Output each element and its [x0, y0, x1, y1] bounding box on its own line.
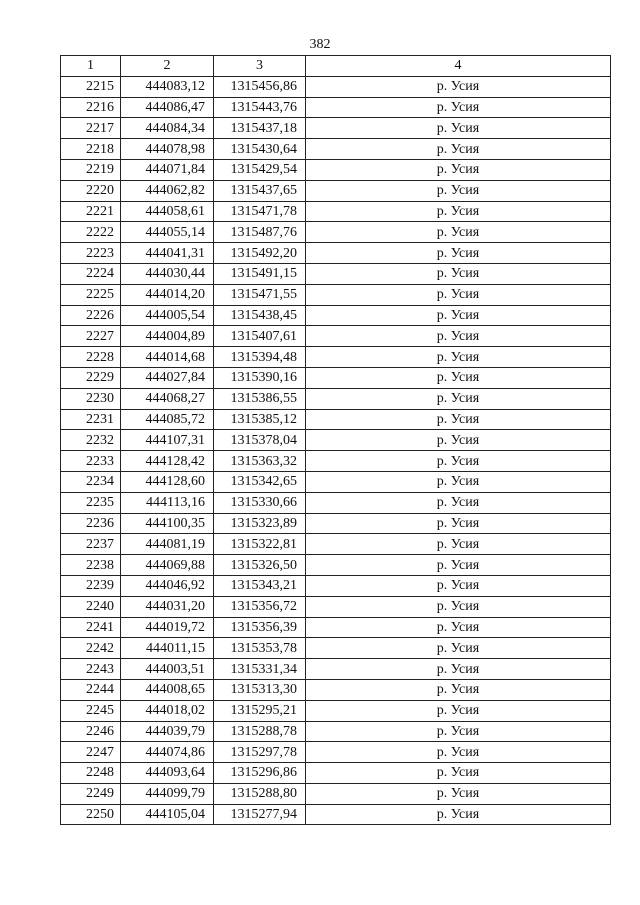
- point-number-cell: 2244: [61, 679, 121, 700]
- table-row: [61, 804, 611, 825]
- point-number-cell: 2243: [61, 659, 121, 680]
- point-number-cell: 2237: [61, 534, 121, 555]
- x-coordinate-cell: 444128,42: [121, 451, 214, 472]
- table-row: [61, 201, 611, 222]
- table-row: [61, 596, 611, 617]
- x-coordinate-cell: 444005,54: [121, 305, 214, 326]
- x-coordinate-cell: 444113,16: [121, 492, 214, 513]
- object-name-cell: р. Усия: [306, 201, 611, 222]
- point-number-cell: 2245: [61, 700, 121, 721]
- x-coordinate-cell: 444069,88: [121, 555, 214, 576]
- point-number-cell: 2229: [61, 367, 121, 388]
- point-number-cell: 2248: [61, 763, 121, 784]
- x-coordinate-cell: 444062,82: [121, 180, 214, 201]
- object-name-cell: р. Усия: [306, 513, 611, 534]
- object-name-cell: р. Усия: [306, 763, 611, 784]
- x-coordinate-cell: 444041,31: [121, 243, 214, 264]
- table-row: [61, 555, 611, 576]
- table-row: [61, 534, 611, 555]
- x-coordinate-cell: 444031,20: [121, 596, 214, 617]
- x-coordinate-cell: 444078,98: [121, 139, 214, 160]
- table-row: [61, 388, 611, 409]
- point-number-cell: 2242: [61, 638, 121, 659]
- y-coordinate-cell: 1315378,04: [214, 430, 306, 451]
- x-coordinate-cell: 444093,64: [121, 763, 214, 784]
- point-number-cell: 2216: [61, 97, 121, 118]
- column-header-4: 4: [306, 56, 611, 77]
- x-coordinate-cell: 444107,31: [121, 430, 214, 451]
- point-number-cell: 2232: [61, 430, 121, 451]
- x-coordinate-cell: 444105,04: [121, 804, 214, 825]
- object-name-cell: р. Усия: [306, 534, 611, 555]
- y-coordinate-cell: 1315356,72: [214, 596, 306, 617]
- point-number-cell: 2241: [61, 617, 121, 638]
- y-coordinate-cell: 1315288,78: [214, 721, 306, 742]
- point-number-cell: 2226: [61, 305, 121, 326]
- y-coordinate-cell: 1315330,66: [214, 492, 306, 513]
- table-row: [61, 783, 611, 804]
- point-number-cell: 2220: [61, 180, 121, 201]
- table-row: [61, 617, 611, 638]
- point-number-cell: 2234: [61, 471, 121, 492]
- x-coordinate-cell: 444068,27: [121, 388, 214, 409]
- y-coordinate-cell: 1315296,86: [214, 763, 306, 784]
- object-name-cell: р. Усия: [306, 409, 611, 430]
- point-number-cell: 2246: [61, 721, 121, 742]
- point-number-cell: 2250: [61, 804, 121, 825]
- y-coordinate-cell: 1315356,39: [214, 617, 306, 638]
- table-row: [61, 679, 611, 700]
- table-row: [61, 721, 611, 742]
- y-coordinate-cell: 1315295,21: [214, 700, 306, 721]
- point-number-cell: 2235: [61, 492, 121, 513]
- table-row: [61, 409, 611, 430]
- table-row: [61, 742, 611, 763]
- object-name-cell: р. Усия: [306, 326, 611, 347]
- object-name-cell: р. Усия: [306, 284, 611, 305]
- table-row: [61, 284, 611, 305]
- table-row: [61, 659, 611, 680]
- table-row: [61, 430, 611, 451]
- y-coordinate-cell: 1315323,89: [214, 513, 306, 534]
- point-number-cell: 2218: [61, 139, 121, 160]
- y-coordinate-cell: 1315438,45: [214, 305, 306, 326]
- x-coordinate-cell: 444099,79: [121, 783, 214, 804]
- point-number-cell: 2236: [61, 513, 121, 534]
- table-row: [61, 263, 611, 284]
- y-coordinate-cell: 1315492,20: [214, 243, 306, 264]
- object-name-cell: р. Усия: [306, 659, 611, 680]
- y-coordinate-cell: 1315385,12: [214, 409, 306, 430]
- table-row: [61, 222, 611, 243]
- table-row: [61, 763, 611, 784]
- point-number-cell: 2239: [61, 575, 121, 596]
- x-coordinate-cell: 444046,92: [121, 575, 214, 596]
- y-coordinate-cell: 1315390,16: [214, 367, 306, 388]
- x-coordinate-cell: 444071,84: [121, 159, 214, 180]
- table-row: [61, 367, 611, 388]
- table-row: [61, 159, 611, 180]
- column-header-1: 1: [61, 56, 121, 77]
- y-coordinate-cell: 1315353,78: [214, 638, 306, 659]
- point-number-cell: 2240: [61, 596, 121, 617]
- table-header: [61, 56, 611, 77]
- point-number-cell: 2230: [61, 388, 121, 409]
- x-coordinate-cell: 444084,34: [121, 118, 214, 139]
- object-name-cell: р. Усия: [306, 617, 611, 638]
- object-name-cell: р. Усия: [306, 804, 611, 825]
- x-coordinate-cell: 444004,89: [121, 326, 214, 347]
- table-body: [61, 76, 611, 825]
- table-row: [61, 638, 611, 659]
- table-row: [61, 97, 611, 118]
- point-number-cell: 2227: [61, 326, 121, 347]
- x-coordinate-cell: 444074,86: [121, 742, 214, 763]
- x-coordinate-cell: 444011,15: [121, 638, 214, 659]
- y-coordinate-cell: 1315342,65: [214, 471, 306, 492]
- object-name-cell: р. Усия: [306, 243, 611, 264]
- y-coordinate-cell: 1315363,32: [214, 451, 306, 472]
- object-name-cell: р. Усия: [306, 679, 611, 700]
- y-coordinate-cell: 1315437,65: [214, 180, 306, 201]
- object-name-cell: р. Усия: [306, 305, 611, 326]
- x-coordinate-cell: 444003,51: [121, 659, 214, 680]
- point-number-cell: 2247: [61, 742, 121, 763]
- y-coordinate-cell: 1315430,64: [214, 139, 306, 160]
- object-name-cell: р. Усия: [306, 76, 611, 97]
- point-number-cell: 2215: [61, 76, 121, 97]
- x-coordinate-cell: 444081,19: [121, 534, 214, 555]
- object-name-cell: р. Усия: [306, 638, 611, 659]
- object-name-cell: р. Усия: [306, 555, 611, 576]
- y-coordinate-cell: 1315471,78: [214, 201, 306, 222]
- object-name-cell: р. Усия: [306, 139, 611, 160]
- object-name-cell: р. Усия: [306, 97, 611, 118]
- point-number-cell: 2231: [61, 409, 121, 430]
- x-coordinate-cell: 444128,60: [121, 471, 214, 492]
- point-number-cell: 2225: [61, 284, 121, 305]
- point-number-cell: 2223: [61, 243, 121, 264]
- x-coordinate-cell: 444018,02: [121, 700, 214, 721]
- object-name-cell: р. Усия: [306, 721, 611, 742]
- point-number-cell: 2221: [61, 201, 121, 222]
- y-coordinate-cell: 1315343,21: [214, 575, 306, 596]
- y-coordinate-cell: 1315277,94: [214, 804, 306, 825]
- column-header-2: 2: [121, 56, 214, 77]
- object-name-cell: р. Усия: [306, 159, 611, 180]
- table-row: [61, 139, 611, 160]
- y-coordinate-cell: 1315471,55: [214, 284, 306, 305]
- table-row: [61, 451, 611, 472]
- table-row: [61, 513, 611, 534]
- y-coordinate-cell: 1315331,34: [214, 659, 306, 680]
- table-row: [61, 575, 611, 596]
- object-name-cell: р. Усия: [306, 451, 611, 472]
- y-coordinate-cell: 1315491,15: [214, 263, 306, 284]
- x-coordinate-cell: 444083,12: [121, 76, 214, 97]
- point-number-cell: 2217: [61, 118, 121, 139]
- table-row: [61, 700, 611, 721]
- column-header-3: 3: [214, 56, 306, 77]
- object-name-cell: р. Усия: [306, 492, 611, 513]
- table-row: [61, 118, 611, 139]
- object-name-cell: р. Усия: [306, 471, 611, 492]
- object-name-cell: р. Усия: [306, 596, 611, 617]
- x-coordinate-cell: 444100,35: [121, 513, 214, 534]
- x-coordinate-cell: 444058,61: [121, 201, 214, 222]
- page-number: 382: [309, 37, 331, 52]
- x-coordinate-cell: 444019,72: [121, 617, 214, 638]
- object-name-cell: р. Усия: [306, 263, 611, 284]
- x-coordinate-cell: 444014,68: [121, 347, 214, 368]
- x-coordinate-cell: 444055,14: [121, 222, 214, 243]
- object-name-cell: р. Усия: [306, 222, 611, 243]
- x-coordinate-cell: 444085,72: [121, 409, 214, 430]
- point-number-cell: 2222: [61, 222, 121, 243]
- object-name-cell: р. Усия: [306, 367, 611, 388]
- y-coordinate-cell: 1315313,30: [214, 679, 306, 700]
- y-coordinate-cell: 1315407,61: [214, 326, 306, 347]
- y-coordinate-cell: 1315394,48: [214, 347, 306, 368]
- object-name-cell: р. Усия: [306, 700, 611, 721]
- y-coordinate-cell: 1315456,86: [214, 76, 306, 97]
- x-coordinate-cell: 444008,65: [121, 679, 214, 700]
- y-coordinate-cell: 1315288,80: [214, 783, 306, 804]
- y-coordinate-cell: 1315429,54: [214, 159, 306, 180]
- table-row: [61, 180, 611, 201]
- y-coordinate-cell: 1315386,55: [214, 388, 306, 409]
- point-number-cell: 2224: [61, 263, 121, 284]
- table-row: [61, 492, 611, 513]
- table-row: [61, 305, 611, 326]
- object-name-cell: р. Усия: [306, 575, 611, 596]
- object-name-cell: р. Усия: [306, 430, 611, 451]
- object-name-cell: р. Усия: [306, 118, 611, 139]
- x-coordinate-cell: 444039,79: [121, 721, 214, 742]
- x-coordinate-cell: 444014,20: [121, 284, 214, 305]
- point-number-cell: 2228: [61, 347, 121, 368]
- object-name-cell: р. Усия: [306, 180, 611, 201]
- table-row: [61, 347, 611, 368]
- table-row: [61, 243, 611, 264]
- y-coordinate-cell: 1315297,78: [214, 742, 306, 763]
- table-row: [61, 326, 611, 347]
- point-number-cell: 2233: [61, 451, 121, 472]
- y-coordinate-cell: 1315487,76: [214, 222, 306, 243]
- y-coordinate-cell: 1315437,18: [214, 118, 306, 139]
- point-number-cell: 2219: [61, 159, 121, 180]
- object-name-cell: р. Усия: [306, 783, 611, 804]
- y-coordinate-cell: 1315322,81: [214, 534, 306, 555]
- x-coordinate-cell: 444027,84: [121, 367, 214, 388]
- y-coordinate-cell: 1315326,50: [214, 555, 306, 576]
- table-row: [61, 471, 611, 492]
- object-name-cell: р. Усия: [306, 742, 611, 763]
- object-name-cell: р. Усия: [306, 388, 611, 409]
- point-number-cell: 2249: [61, 783, 121, 804]
- point-number-cell: 2238: [61, 555, 121, 576]
- header-row: [61, 56, 611, 77]
- coordinates-table: [60, 55, 611, 825]
- y-coordinate-cell: 1315443,76: [214, 97, 306, 118]
- table-row: [61, 76, 611, 97]
- x-coordinate-cell: 444030,44: [121, 263, 214, 284]
- object-name-cell: р. Усия: [306, 347, 611, 368]
- x-coordinate-cell: 444086,47: [121, 97, 214, 118]
